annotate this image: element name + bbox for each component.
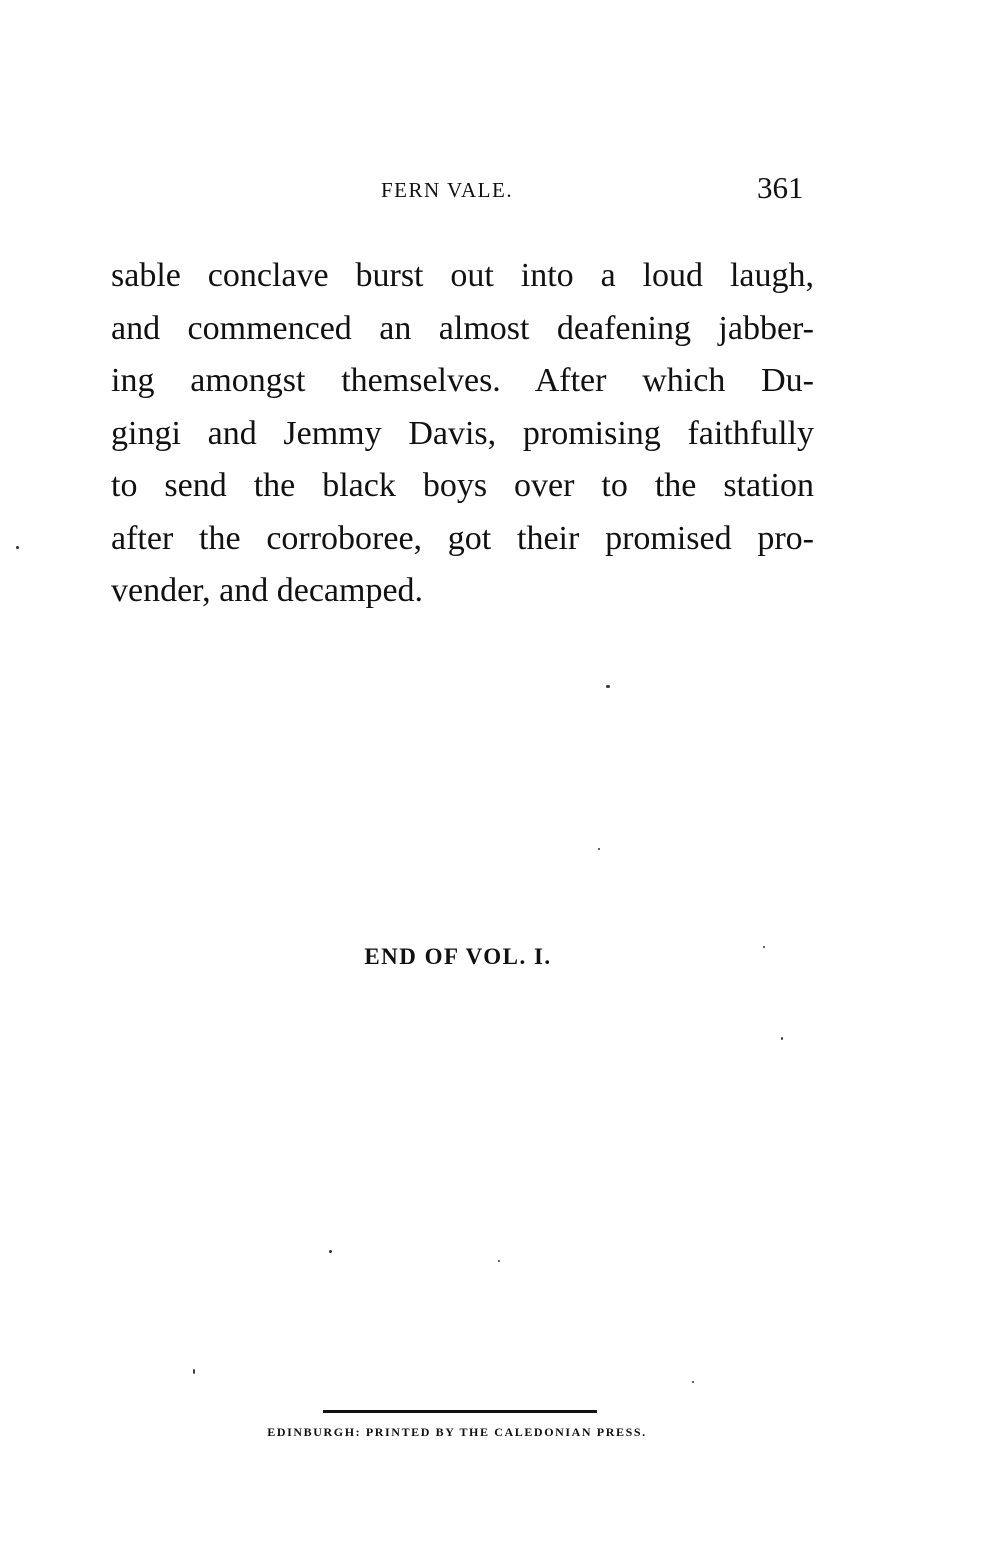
divider-rule bbox=[323, 1410, 597, 1413]
text-line: after the corroboree, got their promised pro- bbox=[111, 519, 814, 557]
text-line: and commenced an almost deafening jabber- bbox=[111, 309, 814, 347]
end-of-volume bbox=[0, 944, 1000, 970]
scan-speck bbox=[193, 1369, 195, 1374]
text-line: vender, and decamped. bbox=[111, 572, 424, 609]
scan-speck bbox=[329, 1250, 332, 1253]
scan-speck bbox=[16, 546, 19, 549]
running-title: FERN VALE. bbox=[381, 178, 514, 202]
printer-imprint: EDINBURGH: PRINTED BY THE CALEDONIAN PRESS. bbox=[267, 1425, 647, 1439]
body-paragraph bbox=[111, 250, 814, 618]
scan-speck bbox=[498, 1260, 500, 1262]
scan-speck bbox=[598, 848, 600, 850]
text-line: sable conclave burst out into a loud laugh, bbox=[111, 257, 814, 294]
text-line: gingi and Jemmy Davis, promising faithfully bbox=[111, 414, 814, 452]
running-head bbox=[0, 172, 1000, 212]
page-number: 361 bbox=[757, 170, 804, 205]
text-line: ing amongst themselves. After which Du- bbox=[111, 362, 814, 399]
scan-speck bbox=[781, 1037, 783, 1040]
scan-speck bbox=[606, 685, 610, 688]
end-of-volume-text: END OF VOL. I. bbox=[364, 944, 552, 969]
scan-speck bbox=[763, 946, 765, 948]
text-line: to send the black boys over to the station bbox=[111, 467, 814, 504]
scan-speck bbox=[692, 1381, 694, 1383]
